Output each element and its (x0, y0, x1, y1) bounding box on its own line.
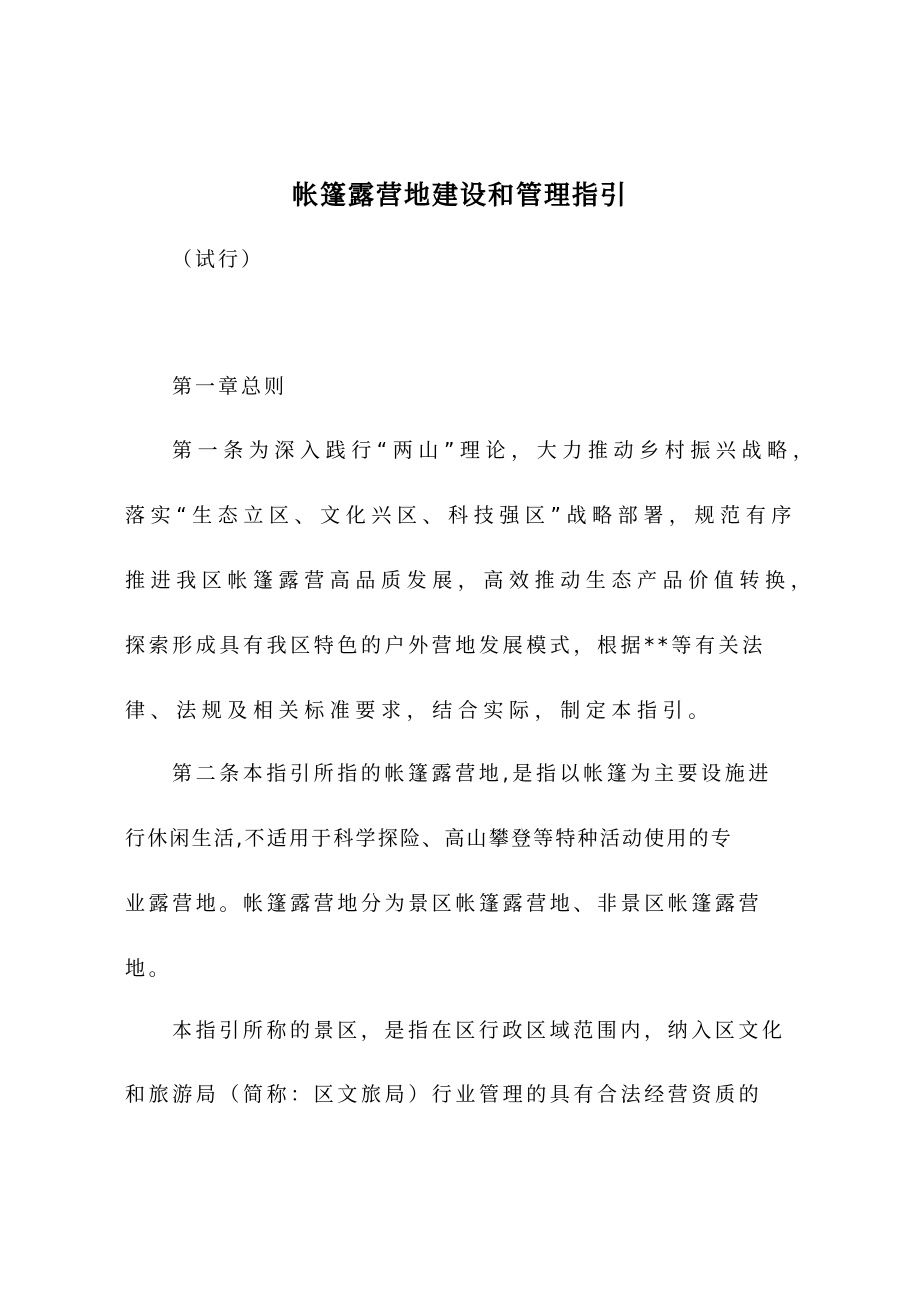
paragraph-line: 落实“生态立区、文化兴区、科技强区”战略部署，规范有序 (125, 503, 797, 527)
paragraph-line: 和旅游局（简称：区文旅局）行业管理的具有合法经营资质的 (125, 1082, 763, 1106)
paragraph-line: 行休闲生活,不适用于科学探险、高山攀登等特种活动使用的专 (125, 826, 733, 850)
document-title: 帐篷露营地建设和管理指引 (291, 181, 628, 211)
paragraph-line: 第二条本指引所指的帐篷露营地,是指以帐篷为主要设施进 (172, 761, 772, 785)
chapter-heading: 第一章总则 (172, 374, 287, 398)
paragraph-line: 本指引所称的景区，是指在区行政区域范围内，纳入区文化 (172, 1018, 786, 1042)
paragraph-line: 地。 (125, 956, 173, 980)
document-subtitle: （试行） (172, 247, 264, 271)
paragraph-line: 推进我区帐篷露营高品质发展，高效推动生态产品价值转换， (125, 568, 817, 592)
paragraph-line: 律、法规及相关标准要求，结合实际，制定本指引。 (125, 698, 714, 722)
paragraph-line: 业露营地。帐篷露营地分为景区帐篷露营地、非景区帐篷露营 (125, 891, 763, 915)
paragraph-line: 第一条为深入践行“两山”理论，大力推动乡村振兴战略， (172, 438, 819, 462)
paragraph-line: 探索形成具有我区特色的户外营地发展模式，根据**等有关法 (125, 633, 766, 657)
